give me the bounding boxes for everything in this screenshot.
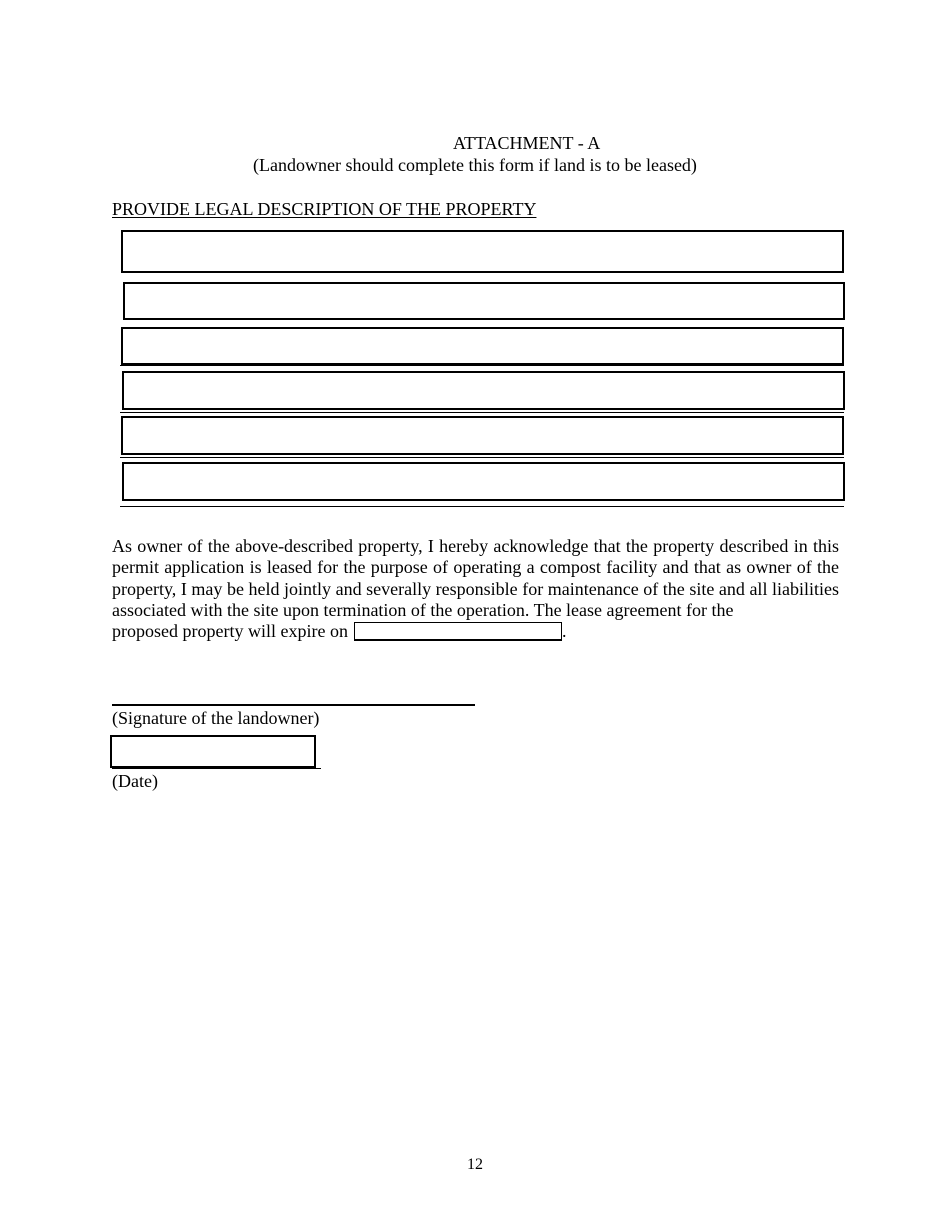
- expire-prefix: proposed property will expire on: [112, 621, 348, 642]
- legal-description-rule: [120, 457, 844, 458]
- signature-label: (Signature of the landowner): [112, 708, 320, 728]
- legal-description-field-1[interactable]: [121, 230, 844, 273]
- legal-description-field-2[interactable]: [123, 282, 845, 320]
- legal-description-field-6[interactable]: [122, 462, 845, 501]
- legal-description-rule: [120, 412, 844, 413]
- date-field[interactable]: [110, 735, 316, 768]
- acknowledgement-line: liabilities associated with the site upon termination of the operation. The lease agreement for the: [112, 578, 840, 620]
- date-label: (Date): [112, 771, 158, 791]
- legal-description-rule: [120, 365, 844, 366]
- acknowledgement-line: As owner of the above-described property, I hereby acknowledge that the property described in: [112, 536, 808, 556]
- page-number: 12: [467, 1156, 483, 1173]
- legal-description-heading: PROVIDE LEGAL DESCRIPTION OF THE PROPERTY: [112, 199, 537, 219]
- date-underline: [112, 768, 321, 769]
- signature-line[interactable]: [112, 704, 475, 706]
- acknowledgement-line: of the property, I may be held jointly and severally responsible for maintenance of the site and all: [112, 557, 840, 599]
- legal-description-field-4[interactable]: [122, 371, 845, 410]
- expire-suffix: .: [561, 621, 567, 642]
- attachment-subtitle: [0, 155, 950, 175]
- legal-description-field-5[interactable]: [121, 416, 844, 455]
- expire-line: [112, 621, 839, 642]
- attachment-title: ATTACHMENT - A: [453, 133, 601, 153]
- legal-description-rule: [120, 506, 844, 507]
- acknowledgement-line: this permit application is leased for the purpose of operating a compost facility and that as owner: [112, 536, 839, 578]
- subtitle-text: (Landowner should complete this form if land is to be leased): [253, 155, 697, 175]
- acknowledgement-paragraph: [112, 536, 839, 643]
- legal-description-field-3[interactable]: [121, 327, 844, 365]
- lease-expiration-field[interactable]: [354, 622, 562, 641]
